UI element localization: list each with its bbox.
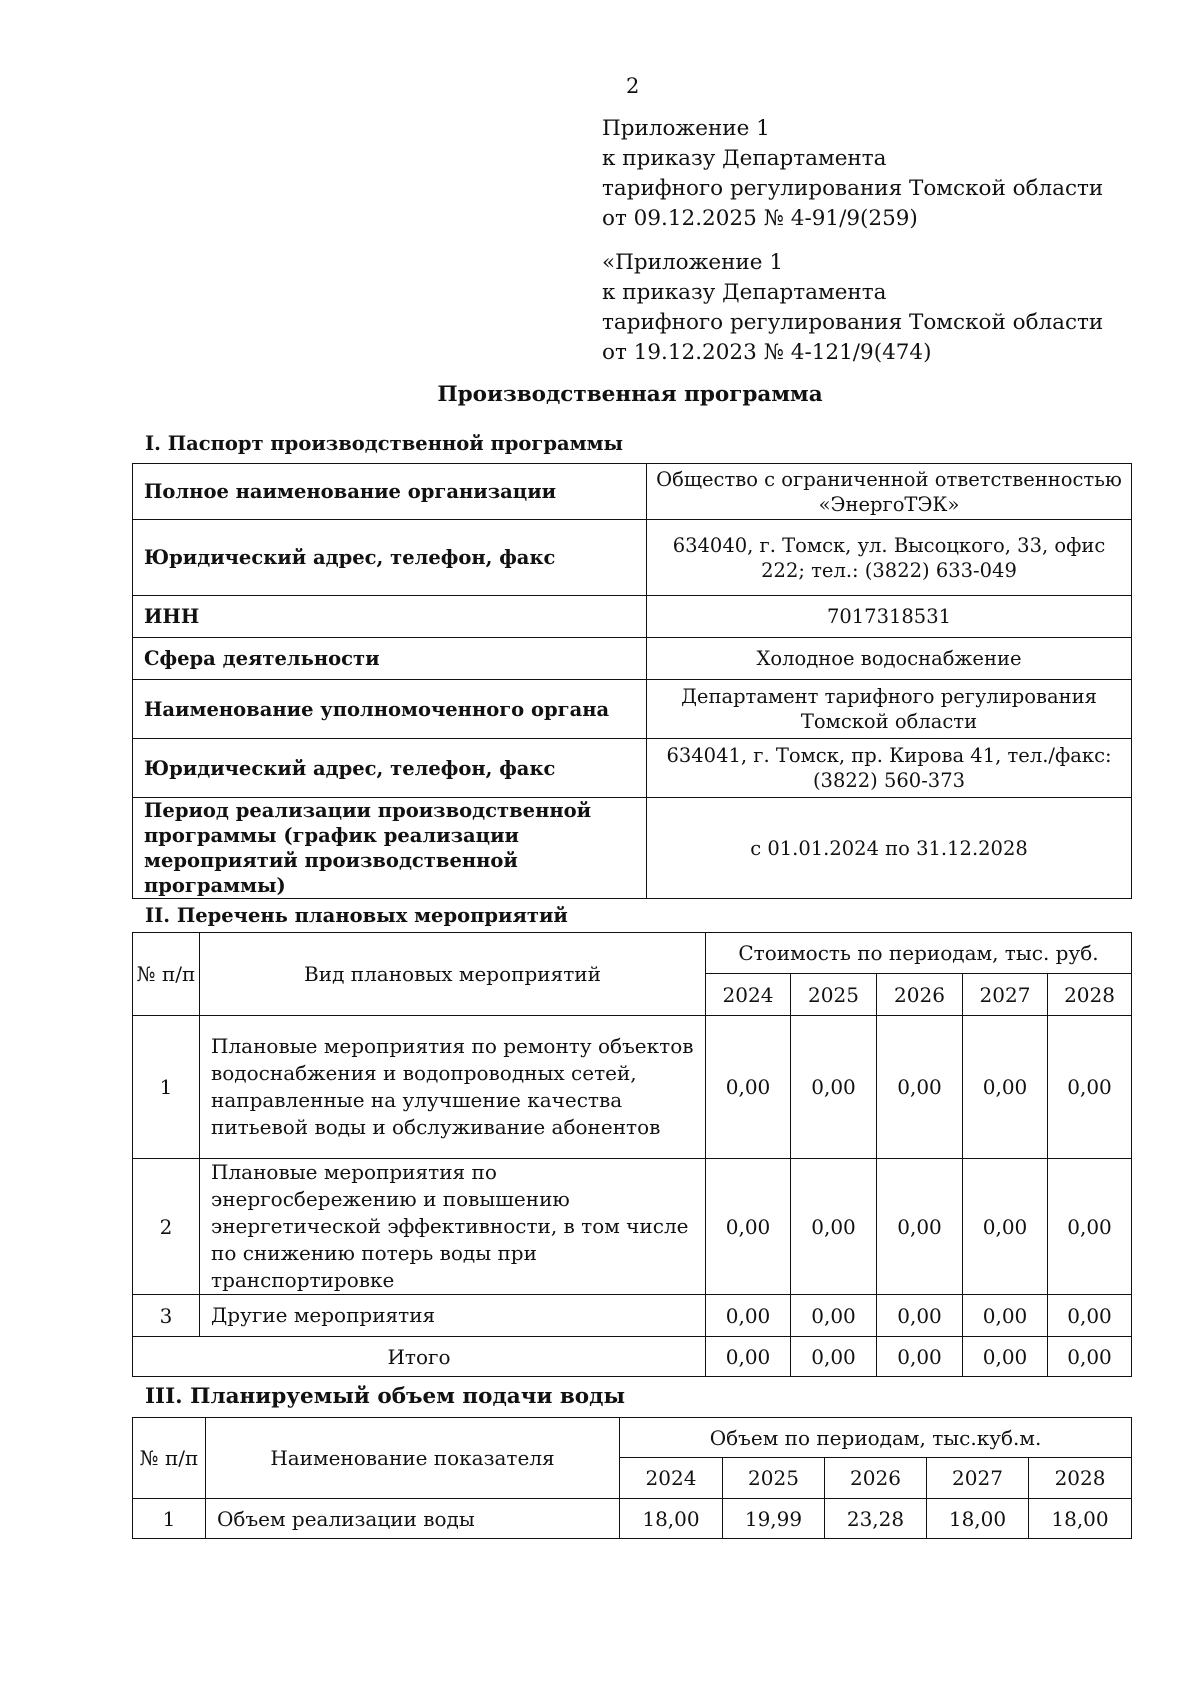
activity-name: Другие мероприятия: [200, 1295, 706, 1337]
appendix-line: к приказу Департамента: [602, 280, 887, 305]
total-label: Итого: [133, 1337, 706, 1377]
appendix-previous: [602, 248, 1103, 368]
volume-value: 18,00: [927, 1499, 1029, 1539]
column-header-year: 2027: [963, 974, 1048, 1016]
column-header-year: 2028: [1029, 1458, 1132, 1499]
cost-value: 0,00: [706, 1016, 791, 1159]
section-title-activities: II. Перечень плановых мероприятий: [145, 904, 568, 927]
column-header-year: 2024: [620, 1458, 723, 1499]
appendix-line: к приказу Департамента: [602, 146, 887, 171]
passport-table: [132, 463, 1132, 899]
column-header-year: 2026: [877, 974, 963, 1016]
cost-value: 0,00: [963, 1159, 1048, 1295]
activity-name: Плановые мероприятия по ремонту объектов водоснабжения и водопроводных сетей, направленные на улучшение качества питьевой воды и обслуживание абонентов: [200, 1016, 706, 1159]
total-value: 0,00: [706, 1337, 791, 1377]
appendix-line: «Приложение 1: [602, 250, 783, 275]
table-row: [133, 1499, 1132, 1539]
appendix-line: Приложение 1: [602, 116, 770, 141]
cost-value: 0,00: [1048, 1016, 1132, 1159]
appendix-line: от 19.12.2023 № 4-121/9(474): [602, 340, 932, 365]
cost-value: 0,00: [1048, 1159, 1132, 1295]
table-total-row: [133, 1337, 1132, 1377]
section-title-volume: III. Планируемый объем подачи воды: [145, 1384, 626, 1409]
volume-value: 18,00: [1029, 1499, 1132, 1539]
row-number: 2: [133, 1159, 200, 1295]
column-header-volume: Объем по периодам, тыс.куб.м.: [620, 1418, 1132, 1458]
appendix-line: тарифного регулирования Томской области: [602, 176, 1104, 201]
row-number: 3: [133, 1295, 200, 1337]
passport-value: Общество с ограниченной ответственностью «ЭнергоТЭК»: [647, 464, 1132, 520]
column-header-activity: Вид плановых мероприятий: [200, 933, 706, 1016]
passport-label: Полное наименование организации: [133, 464, 647, 520]
cost-value: 0,00: [1048, 1295, 1132, 1337]
total-value: 0,00: [1048, 1337, 1132, 1377]
indicator-name: Объем реализации воды: [206, 1499, 620, 1539]
table-header-row: [133, 1418, 1132, 1458]
table-row: [133, 739, 1132, 798]
cost-value: 0,00: [706, 1159, 791, 1295]
row-number: 1: [133, 1499, 206, 1539]
passport-value: Департамент тарифного регулирования Томской области: [647, 680, 1132, 739]
table-row: [133, 1016, 1132, 1159]
column-header-indicator: Наименование показателя: [206, 1418, 620, 1499]
cost-value: 0,00: [877, 1295, 963, 1337]
cost-value: 0,00: [877, 1016, 963, 1159]
table-row: [133, 798, 1132, 899]
page-number: 2: [626, 74, 640, 98]
passport-label: Наименование уполномоченного органа: [133, 680, 647, 739]
column-header-year: 2025: [791, 974, 877, 1016]
passport-label: ИНН: [133, 596, 647, 638]
volume-table: [132, 1417, 1132, 1539]
column-header-year: 2025: [723, 1458, 825, 1499]
total-value: 0,00: [963, 1337, 1048, 1377]
column-header-num: № п/п: [133, 1418, 206, 1499]
column-header-num: № п/п: [133, 933, 200, 1016]
activities-table: [132, 932, 1132, 1377]
document-title: Производственная программа: [437, 382, 823, 407]
cost-value: 0,00: [791, 1295, 877, 1337]
column-header-year: 2026: [825, 1458, 927, 1499]
passport-label: Юридический адрес, телефон, факс: [133, 520, 647, 596]
section-title-passport: I. Паспорт производственной программы: [145, 432, 624, 455]
table-row: [133, 1295, 1132, 1337]
cost-value: 0,00: [963, 1295, 1048, 1337]
column-header-year: 2028: [1048, 974, 1132, 1016]
cost-value: 0,00: [706, 1295, 791, 1337]
cost-value: 0,00: [963, 1016, 1048, 1159]
table-row: [133, 638, 1132, 680]
passport-value: Холодное водоснабжение: [647, 638, 1132, 680]
passport-label: Период реализации производственной программы (график реализации мероприятий производственной программы): [133, 798, 647, 899]
row-number: 1: [133, 1016, 200, 1159]
passport-label: Юридический адрес, телефон, факс: [133, 739, 647, 798]
appendix-line: от 09.12.2025 № 4-91/9(259): [602, 206, 918, 231]
passport-label: Сфера деятельности: [133, 638, 647, 680]
table-row: [133, 680, 1132, 739]
table-row: [133, 464, 1132, 520]
activity-name: Плановые мероприятия по энергосбережению и повышению энергетической эффективности, в том числе по снижению потерь воды при транспортировке: [200, 1159, 706, 1295]
table-row: [133, 596, 1132, 638]
passport-value: 634040, г. Томск, ул. Высоцкого, 33, офис 222; тел.: (3822) 633-049: [647, 520, 1132, 596]
table-row: [133, 1159, 1132, 1295]
cost-value: 0,00: [791, 1159, 877, 1295]
total-value: 0,00: [791, 1337, 877, 1377]
column-header-year: 2027: [927, 1458, 1029, 1499]
passport-value: 7017318531: [647, 596, 1132, 638]
passport-value: с 01.01.2024 по 31.12.2028: [647, 798, 1132, 899]
volume-value: 19,99: [723, 1499, 825, 1539]
column-header-cost: Стоимость по периодам, тыс. руб.: [706, 933, 1132, 974]
total-value: 0,00: [877, 1337, 963, 1377]
volume-value: 18,00: [620, 1499, 723, 1539]
table-row: [133, 520, 1132, 596]
volume-value: 23,28: [825, 1499, 927, 1539]
passport-value: 634041, г. Томск, пр. Кирова 41, тел./факс: (3822) 560-373: [647, 739, 1132, 798]
table-header-row: [133, 933, 1132, 974]
cost-value: 0,00: [791, 1016, 877, 1159]
appendix-line: тарифного регулирования Томской области: [602, 310, 1104, 335]
cost-value: 0,00: [877, 1159, 963, 1295]
appendix-current: [602, 114, 1103, 234]
column-header-year: 2024: [706, 974, 791, 1016]
